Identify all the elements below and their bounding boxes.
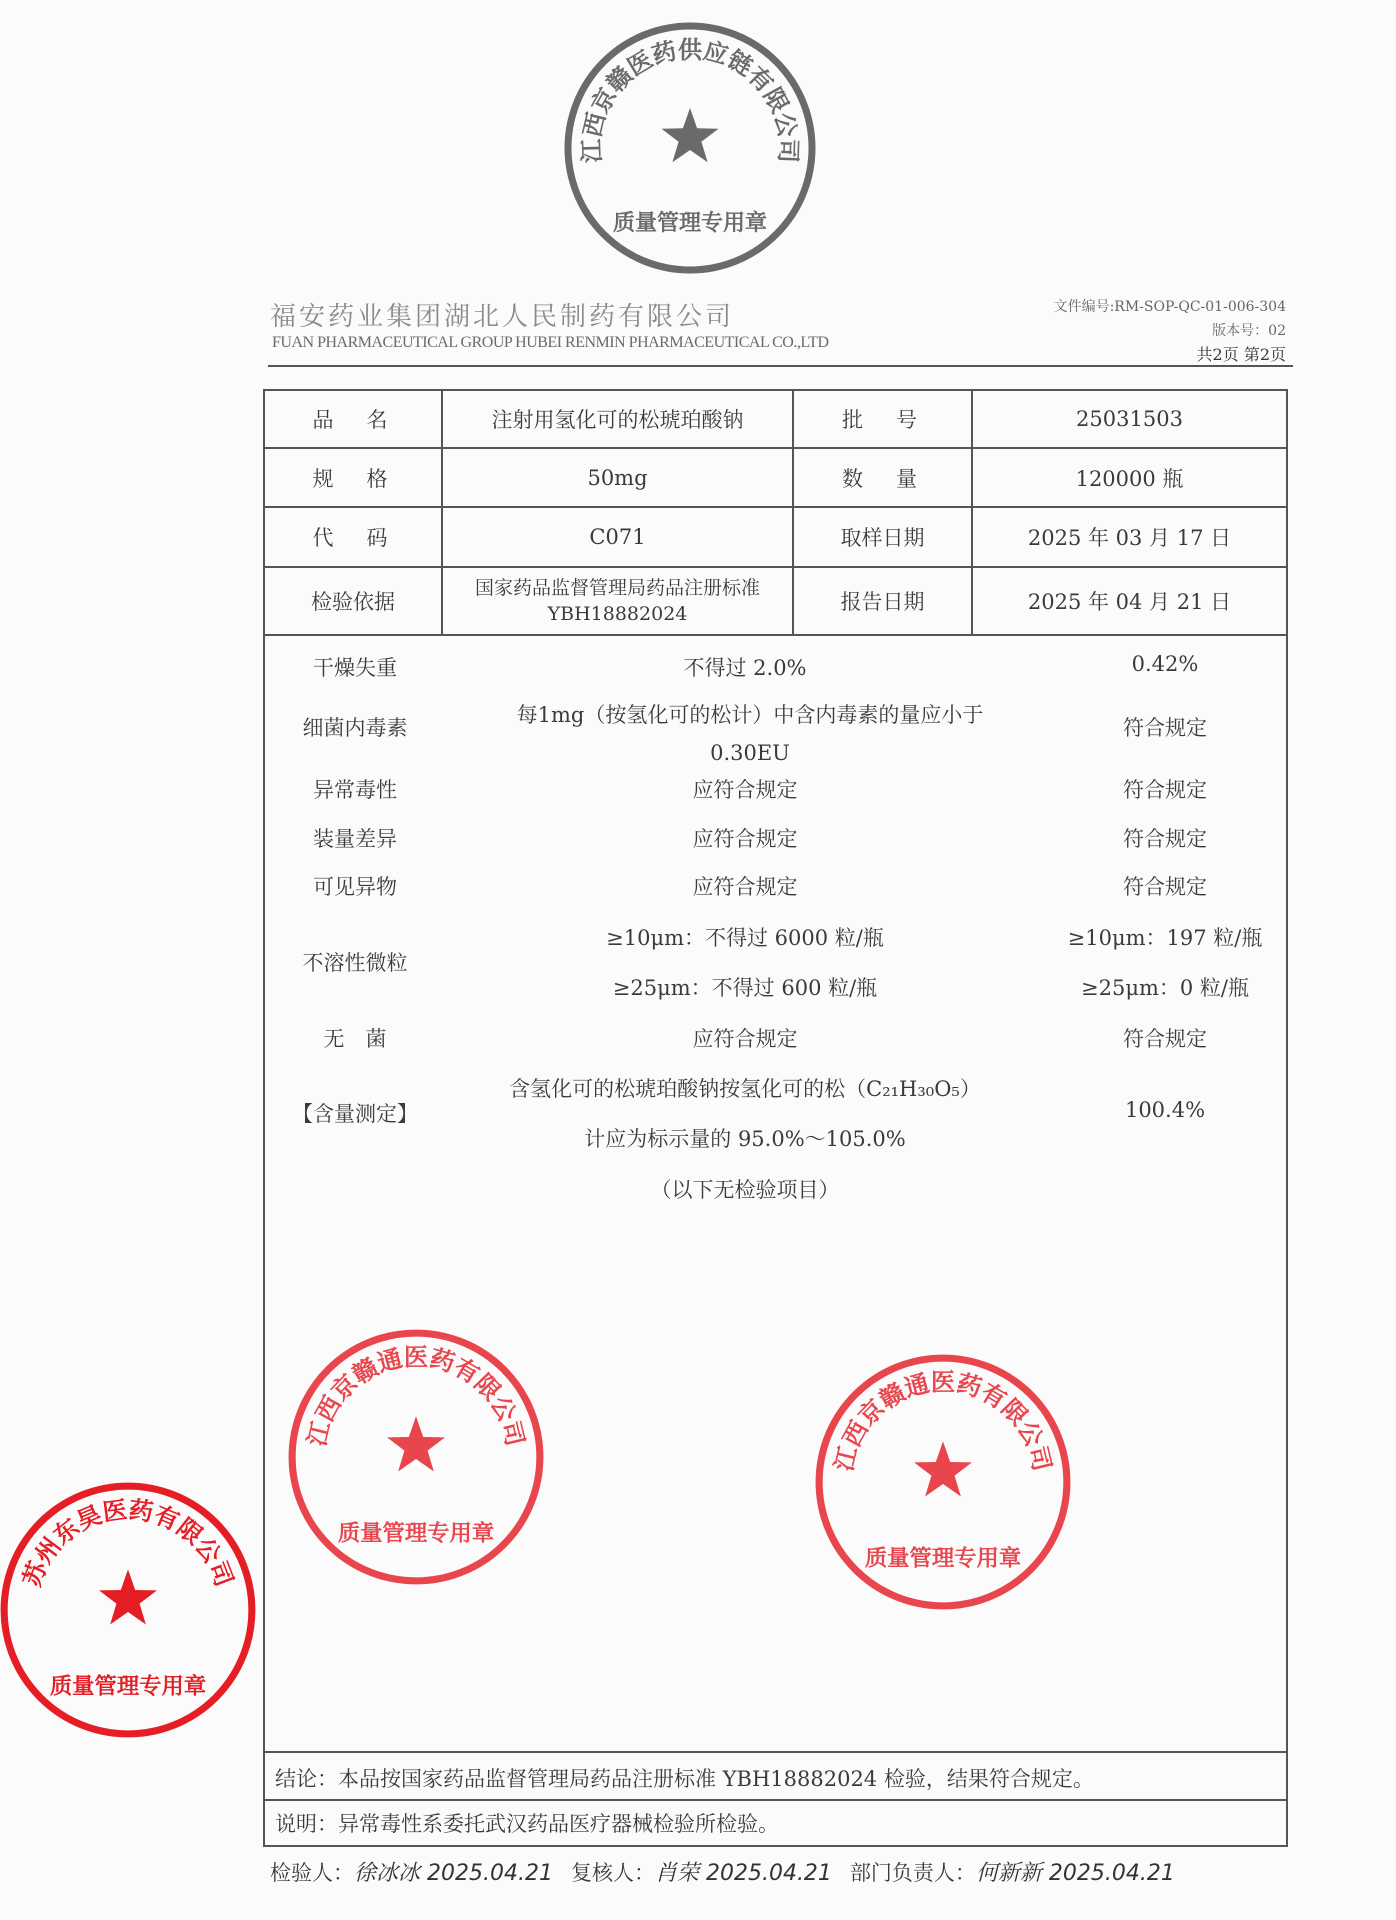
test-standard: 不得过 2.0% bbox=[683, 656, 807, 680]
test-basis: 国家药品监督管理局药品注册标准 YBH18882024 bbox=[442, 567, 793, 635]
label: 代 码 bbox=[264, 507, 442, 567]
label: 规 格 bbox=[264, 448, 442, 507]
test-standard: ≥25μm：不得过 600 粒/瓶 bbox=[612, 976, 878, 1000]
star-icon bbox=[387, 1416, 445, 1471]
test-item: 细菌内毒素 bbox=[302, 716, 408, 740]
inspector-label: 检验人： bbox=[270, 1861, 354, 1885]
batch-number: 25031503 bbox=[972, 390, 1287, 448]
end-note: （以下无检验项目） bbox=[650, 1178, 840, 1202]
header-rule bbox=[268, 365, 1293, 367]
test-result: 符合规定 bbox=[1123, 827, 1207, 851]
test-standard: 应符合规定 bbox=[692, 1027, 798, 1051]
stamp-company-name: 江西京赣通医药有限公司 bbox=[828, 1367, 1058, 1474]
label: 报告日期 bbox=[793, 567, 972, 635]
version: 版本号：02 bbox=[1212, 323, 1286, 339]
test-result: 符合规定 bbox=[1123, 778, 1207, 802]
test-item: 异常毒性 bbox=[313, 778, 397, 802]
test-standard: ≥10μm：不得过 6000 粒/瓶 bbox=[606, 926, 884, 950]
test-item: 可见异物 bbox=[313, 875, 397, 899]
company-name-cn: 福安药业集团湖北人民制药有限公司 bbox=[270, 302, 735, 332]
label: 检验依据 bbox=[264, 567, 442, 635]
stamp-company-name: 江西京赣医药供应链有限公司 bbox=[577, 35, 803, 164]
star-icon bbox=[99, 1569, 157, 1624]
stamp-red-3 bbox=[0, 1478, 260, 1742]
signature-line bbox=[270, 1856, 1175, 1887]
test-results bbox=[263, 634, 1288, 1847]
label: 品 名 bbox=[264, 390, 442, 448]
stamp-company-name: 江西京赣通医药有限公司 bbox=[301, 1342, 531, 1449]
divider bbox=[265, 1751, 1286, 1753]
reviewer-signature: 肖荣 2025.04.21 bbox=[654, 1861, 832, 1886]
manager-label: 部门负责人： bbox=[849, 1861, 976, 1885]
code: C071 bbox=[442, 507, 793, 567]
stamp-purpose: 质量管理专用章 bbox=[612, 211, 768, 236]
reviewer-label: 复核人： bbox=[570, 1861, 655, 1885]
star-icon bbox=[914, 1441, 972, 1496]
company-name-en: FUAN PHARMACEUTICAL GROUP HUBEI RENMIN PHARMACEUTICAL CO.,LTD bbox=[272, 334, 829, 351]
specification: 50mg bbox=[442, 448, 793, 507]
stamp-purpose: 质量管理专用章 bbox=[337, 1520, 495, 1547]
conclusion: 结论：本品按国家药品监督管理局药品注册标准 YBH18882024 检验，结果符合规定。 bbox=[275, 1767, 1094, 1791]
inspector-signature: 徐冰冰 2025.04.21 bbox=[354, 1861, 553, 1886]
test-item: 无 菌 bbox=[323, 1027, 387, 1051]
test-standard: 应符合规定 bbox=[692, 875, 798, 899]
page-count: 共2页 第2页 bbox=[1196, 345, 1286, 364]
test-standard: 应符合规定 bbox=[692, 827, 798, 851]
test-item: 不溶性微粒 bbox=[302, 951, 408, 975]
product-name: 注射用氢化可的松琥珀酸钠 bbox=[442, 390, 793, 448]
label: 取样日期 bbox=[793, 507, 972, 567]
test-result: 100.4% bbox=[1124, 1098, 1206, 1122]
label: 数 量 bbox=[793, 448, 972, 507]
test-result: 符合规定 bbox=[1123, 1027, 1207, 1051]
note: 说明：异常毒性系委托武汉药品医疗器械检验所检验。 bbox=[275, 1812, 779, 1836]
test-standard: 每1mg（按氢化可的松计）中含内毒素的量应小于 0.30EU bbox=[516, 703, 984, 765]
star-icon bbox=[662, 108, 719, 162]
stamp-purpose: 质量管理专用章 bbox=[49, 1673, 207, 1700]
stamp-red-2 bbox=[811, 1350, 1075, 1614]
stamp-red-1 bbox=[284, 1325, 548, 1589]
manager-signature: 何新新 2025.04.21 bbox=[975, 1861, 1175, 1886]
test-standard: 计应为标示量的 95.0%～105.0% bbox=[584, 1127, 906, 1151]
test-result: 0.42% bbox=[1131, 652, 1199, 676]
test-result: ≥10μm：197 粒/瓶 bbox=[1067, 926, 1263, 950]
test-item: 装量差异 bbox=[313, 827, 397, 851]
stamp-gray bbox=[560, 18, 820, 278]
doc-number: 文件编号:RM-SOP-QC-01-006-304 bbox=[1053, 299, 1286, 315]
test-item: 干燥失重 bbox=[313, 656, 397, 680]
test-standard: 含氢化可的松琥珀酸钠按氢化可的松（C₂₁H₃₀O₅） bbox=[509, 1077, 981, 1101]
test-result: 符合规定 bbox=[1123, 716, 1207, 740]
test-standard: 应符合规定 bbox=[692, 778, 798, 802]
test-result: 符合规定 bbox=[1123, 875, 1207, 899]
sample-date: 2025 年 03 月 17 日 bbox=[972, 507, 1287, 567]
info-table bbox=[263, 389, 1288, 636]
report-date: 2025 年 04 月 21 日 bbox=[972, 567, 1287, 635]
divider bbox=[265, 1799, 1286, 1801]
stamp-purpose: 质量管理专用章 bbox=[864, 1545, 1022, 1572]
test-result: ≥25μm：0 粒/瓶 bbox=[1081, 976, 1249, 1000]
test-item: 【含量测定】 bbox=[292, 1102, 418, 1126]
stamp-company-name: 苏州东昊医药有限公司 bbox=[16, 1494, 240, 1591]
quantity: 120000 瓶 bbox=[972, 448, 1287, 507]
label: 批 号 bbox=[793, 390, 972, 448]
